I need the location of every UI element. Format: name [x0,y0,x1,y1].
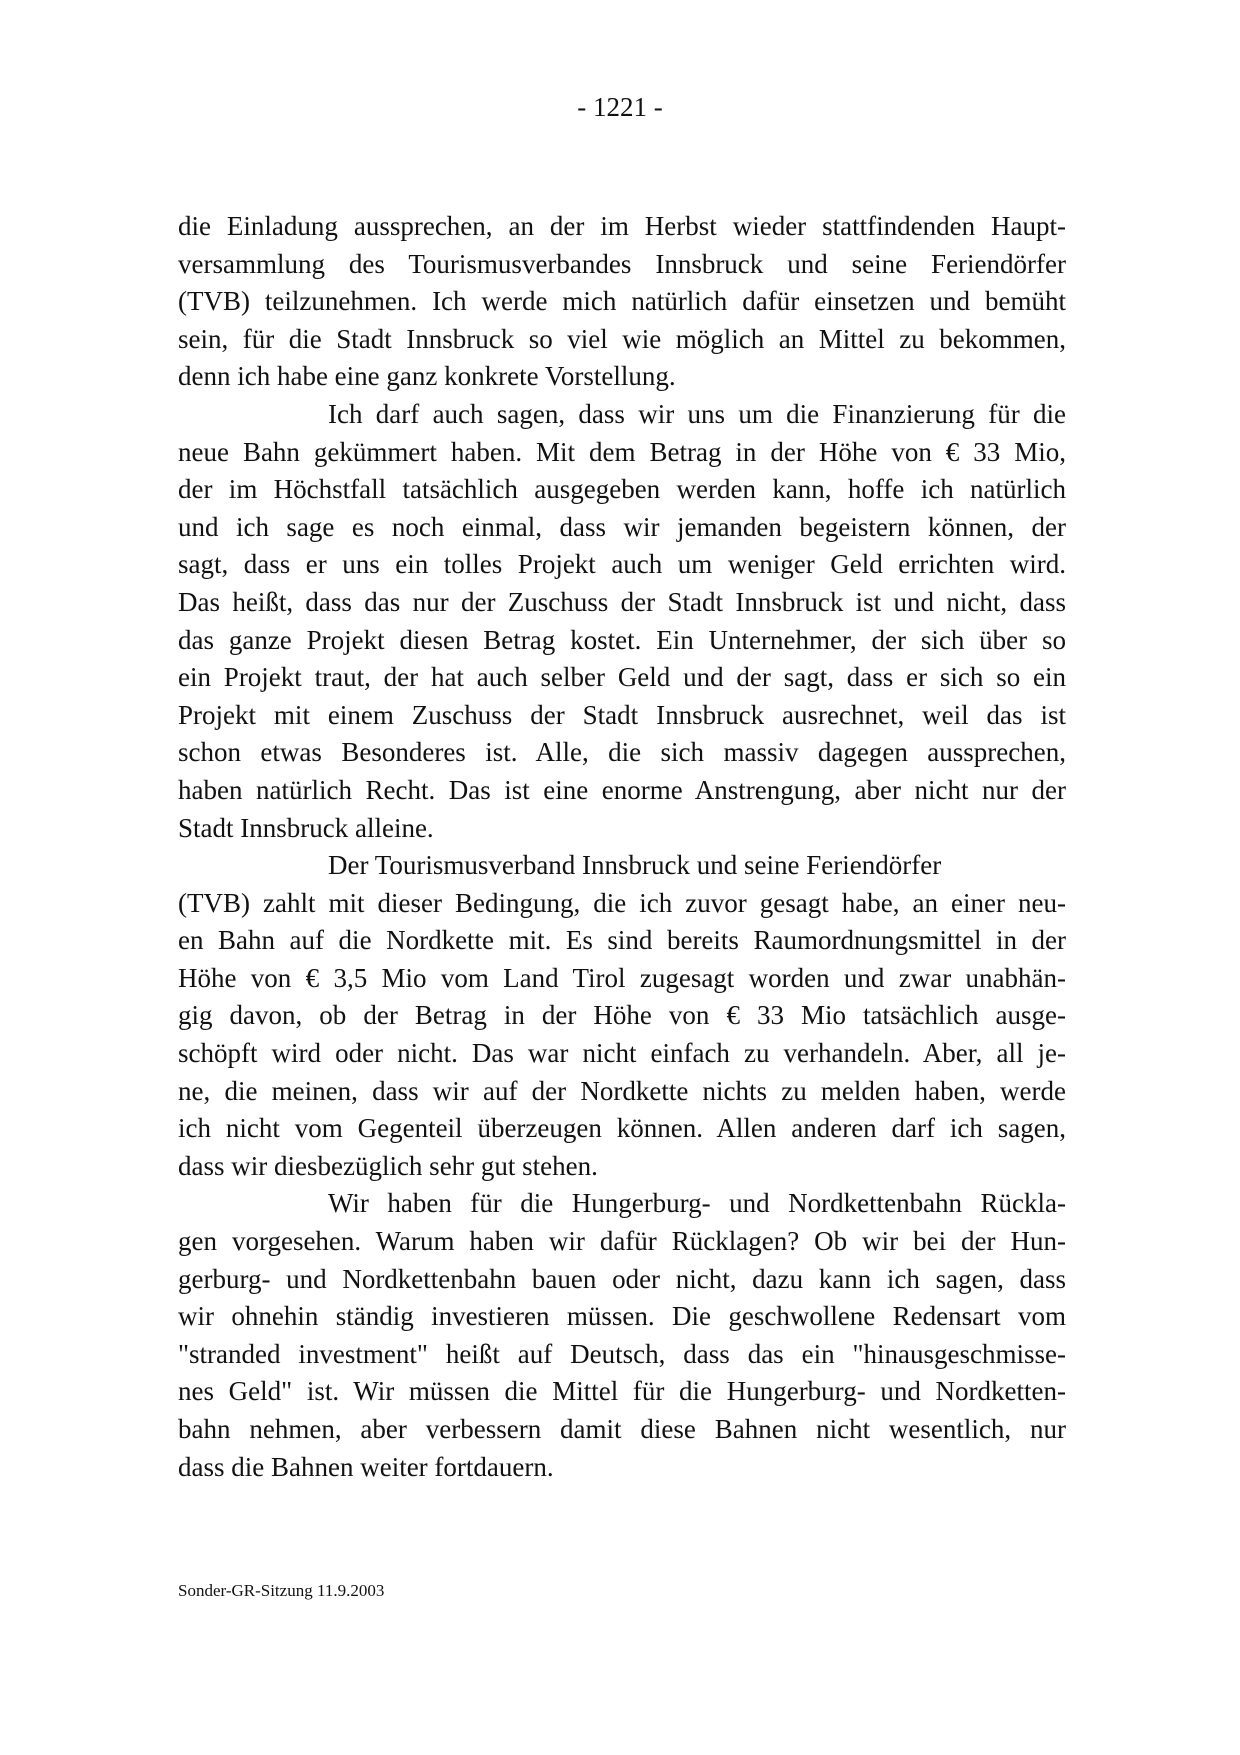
paragraph [178,396,1066,847]
text-line: "stranded investment" heißt auf Deutsch, dass das ein "hinausgeschmisse- [178,1338,1066,1369]
text-line: ein Projekt traut, der hat auch selber Geld und der sagt, dass er sich so ein [178,662,1066,693]
text-line: nes Geld" ist. Wir müssen die Mittel für die Hungerburg- und Nordketten- [178,1376,1066,1407]
text-line: wir ohnehin ständig investieren müssen. Die geschwollene Redensart vom [178,1301,1066,1332]
text-line: gen vorgesehen. Warum haben wir dafür Rücklagen? Ob wir bei der Hun- [178,1226,1066,1257]
text-line: schöpft wird oder nicht. Das war nicht einfach zu verhandeln. Aber, all je- [178,1038,1066,1069]
text-line: Der Tourismusverband Innsbruck und seine Feriendörfer [328,850,942,881]
text-line: gerburg- und Nordkettenbahn bauen oder nicht, dazu kann ich sagen, dass [178,1263,1066,1294]
text-line: en Bahn auf die Nordkette mit. Es sind bereits Raumordnungsmittel in der [178,925,1066,956]
text-line: dass wir diesbezüglich sehr gut stehen. [178,1150,598,1181]
text-line: dass die Bahnen weiter fortdauern. [178,1451,554,1482]
text-line: und ich sage es noch einmal, dass wir jemanden begeistern können, der [178,511,1066,542]
text-line: bahn nehmen, aber verbessern damit diese Bahnen nicht wesentlich, nur [178,1414,1066,1444]
text-line: der im Höchstfall tatsächlich ausgegeben werden kann, hoffe ich natürlich [178,474,1066,505]
text-line: versammlung des Tourismusverbandes Innsbruck und seine Feriendörfer [178,248,1066,279]
paragraph [178,1185,1066,1486]
footer-session-label: Sonder-GR-Sitzung 11.9.2003 [178,1581,385,1600]
text-line: sein, für die Stadt Innsbruck so viel wie möglich an Mittel zu bekommen, [178,323,1066,354]
text-line: Wir haben für die Hungerburg- und Nordkettenbahn Rückla- [328,1188,1066,1219]
text-line: sagt, dass er uns ein tolles Projekt auch um weniger Geld errichten wird. [178,549,1066,580]
text-line: Projekt mit einem Zuschuss der Stadt Innsbruck ausrechnet, weil das ist [178,699,1066,730]
text-line: haben natürlich Recht. Das ist eine enorme Anstrengung, aber nicht nur der [178,774,1066,805]
text-line: Höhe von € 3,5 Mio vom Land Tirol zugesagt worden und zwar unabhän- [178,962,1066,993]
text-line: (TVB) zahlt mit dieser Bedingung, die ich zuvor gesagt habe, an einer neu- [178,887,1066,918]
page-number: - 1221 - [577,92,663,122]
paragraph [178,847,1066,1185]
text-line: Stadt Innsbruck alleine. [178,812,434,843]
text-line: schon etwas Besonderes ist. Alle, die sich massiv dagegen aussprechen, [178,737,1066,768]
text-line: Das heißt, dass das nur der Zuschuss der Stadt Innsbruck ist und nicht, dass [178,586,1066,617]
text-line: die Einladung aussprechen, an der im Herbst wieder stattfindenden Haupt- [178,211,1066,241]
text-line: denn ich habe eine ganz konkrete Vorstellung. [178,361,676,392]
text-line: gig davon, ob der Betrag in der Höhe von € 33 Mio tatsächlich ausge- [178,1000,1066,1031]
text-line: das ganze Projekt diesen Betrag kostet. Ein Unternehmer, der sich über so [178,624,1066,655]
text-line: neue Bahn gekümmert haben. Mit dem Betrag in der Höhe von € 33 Mio, [178,436,1066,467]
body-text [178,208,1066,1486]
text-line: (TVB) teilzunehmen. Ich werde mich natürlich dafür einsetzen und bemüht [178,286,1066,317]
paragraph [178,208,1066,396]
text-line: ne, die meinen, dass wir auf der Nordkette nichts zu melden haben, werde [178,1075,1066,1106]
text-line: Ich darf auch sagen, dass wir uns um die Finanzierung für die [328,398,1066,429]
text-line: ich nicht vom Gegenteil überzeugen können. Allen anderen darf ich sagen, [178,1113,1066,1144]
